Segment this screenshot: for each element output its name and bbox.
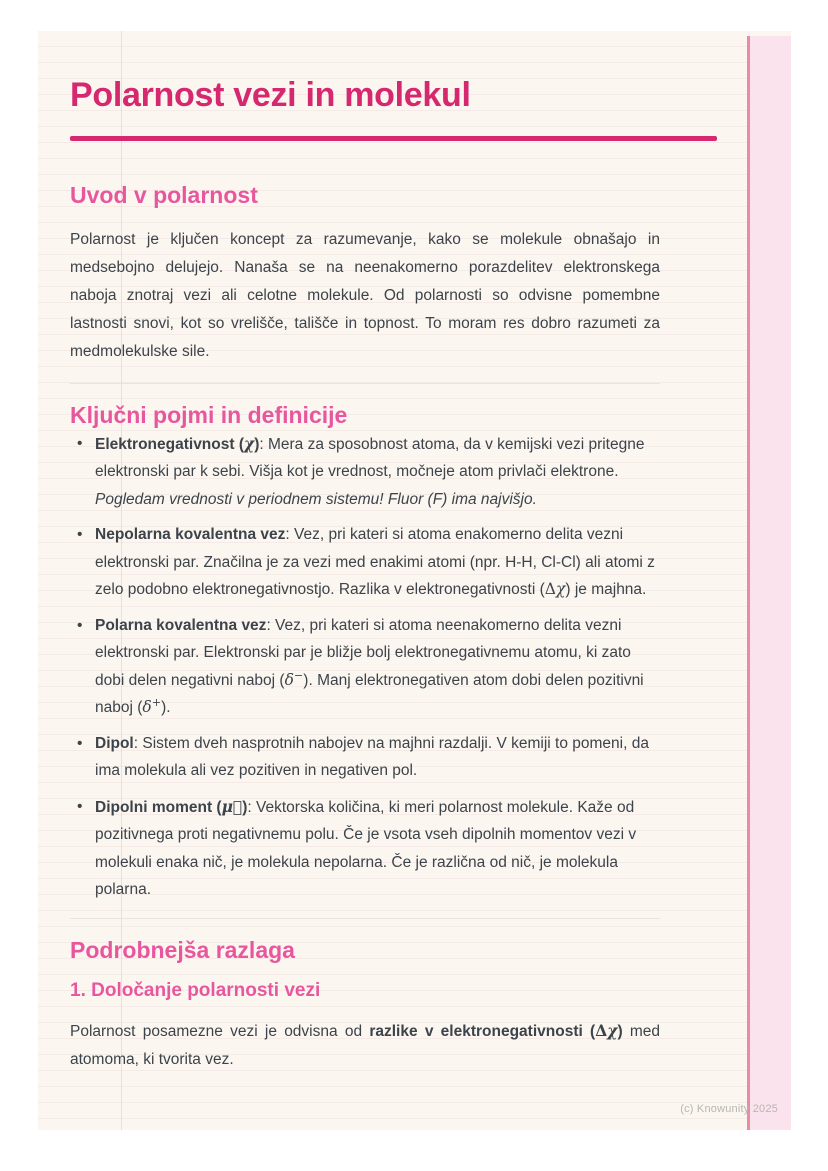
bullet-icon: • bbox=[77, 526, 83, 544]
list-item-polar-bond bbox=[70, 612, 660, 722]
bullet-icon: • bbox=[77, 734, 83, 752]
bullet-icon: • bbox=[77, 797, 83, 815]
section-heading-intro: Uvod v polarnost bbox=[70, 182, 258, 209]
list-item-dipole bbox=[70, 730, 660, 785]
notes-page bbox=[38, 31, 791, 1130]
section-heading-details: Podrobnejša razlaga bbox=[70, 936, 295, 963]
bullet-icon: • bbox=[77, 616, 83, 634]
section-heading-key-terms: Ključni pojmi in definicije bbox=[70, 401, 348, 428]
page-content bbox=[38, 75, 718, 1074]
subsection-heading-bond-polarity: 1. Določanje polarnosti vezi bbox=[70, 980, 321, 1002]
list-item-text: Nepolarna kovalentna vez: Vez, pri kateri si atoma enakomerno delita vezni elektronski par. Značilna je za vezi med enakimi atomi (npr. H-H, Cl-Cl) ali atomi z zelo podobno elektronegativnostjo. Razlika v elektronegativnosti (Δχ) je majhna. bbox=[95, 526, 655, 599]
watermark: (c) Knowunity 2025 bbox=[680, 1103, 778, 1115]
list-item-text: Elektronegativnost (χ): Mera za sposobnost atoma, da v kemijski vezi pritegne elektronski par k sebi. Višja kot je vrednost, močneje atom privlači elektrone. Pogledam vrednosti v periodnem sistemu! Fluor (F) ima najvišjo. bbox=[95, 433, 645, 508]
bullet-icon: • bbox=[77, 434, 83, 452]
page-title: Polarnost vezi in molekul bbox=[70, 76, 471, 114]
list-item-dipole-moment bbox=[70, 793, 660, 904]
intro-paragraph: Polarnost je ključen koncept za razumevanje, kako se molekule obnašajo in medsebojno delujejo. Nanaša se na neenakomerno porazdelitev elektronskega naboja znotraj vezi ali celotne molekule. Od polarnosti so odvisne pomembne lastnosti snovi, kot so vrelišče, tališče in topnost. To moram res dobro razumeti za medmolekulske sile. bbox=[70, 230, 660, 360]
section-divider bbox=[70, 383, 660, 384]
list-item-nonpolar-bond bbox=[70, 521, 660, 604]
section-divider bbox=[70, 918, 660, 919]
details-paragraph: Polarnost posamezne vezi je odvisna od razlike v elektronegativnosti (Δχ) med atomoma, ki tvorita vez. bbox=[70, 1021, 660, 1069]
list-item-text: Dipolni moment (μ⃗): Vektorska količina, ki meri polarnost molekule. Kaže od pozitivnega proti negativnemu polu. Če je vsota vseh dipolnih momentov vezi v molekuli enaka nič, je molekula nepolarna. Če je različna od nič, je molekula polarna. bbox=[95, 796, 637, 899]
list-item-electronegativity bbox=[70, 430, 660, 514]
list-item-text: Dipol: Sistem dveh nasprotnih nabojev na majhni razdalji. V kemiji to pomeni, da ima molekula ali vez pozitiven in negativen pol. bbox=[95, 734, 649, 780]
list-item-text: Polarna kovalentna vez: Vez, pri kateri si atoma neenakomerno delita vezni elektronski par. Elektronski par je bližje bolj elektronegativnemu atomu, ki zato dobi delen negativni naboj (δ−). Manj elektronegativen atom dobi delen pozitivni naboj (δ+). bbox=[95, 616, 644, 717]
title-underline bbox=[70, 136, 717, 141]
page-edge-stripe bbox=[747, 36, 791, 1130]
key-terms-list bbox=[70, 430, 660, 904]
